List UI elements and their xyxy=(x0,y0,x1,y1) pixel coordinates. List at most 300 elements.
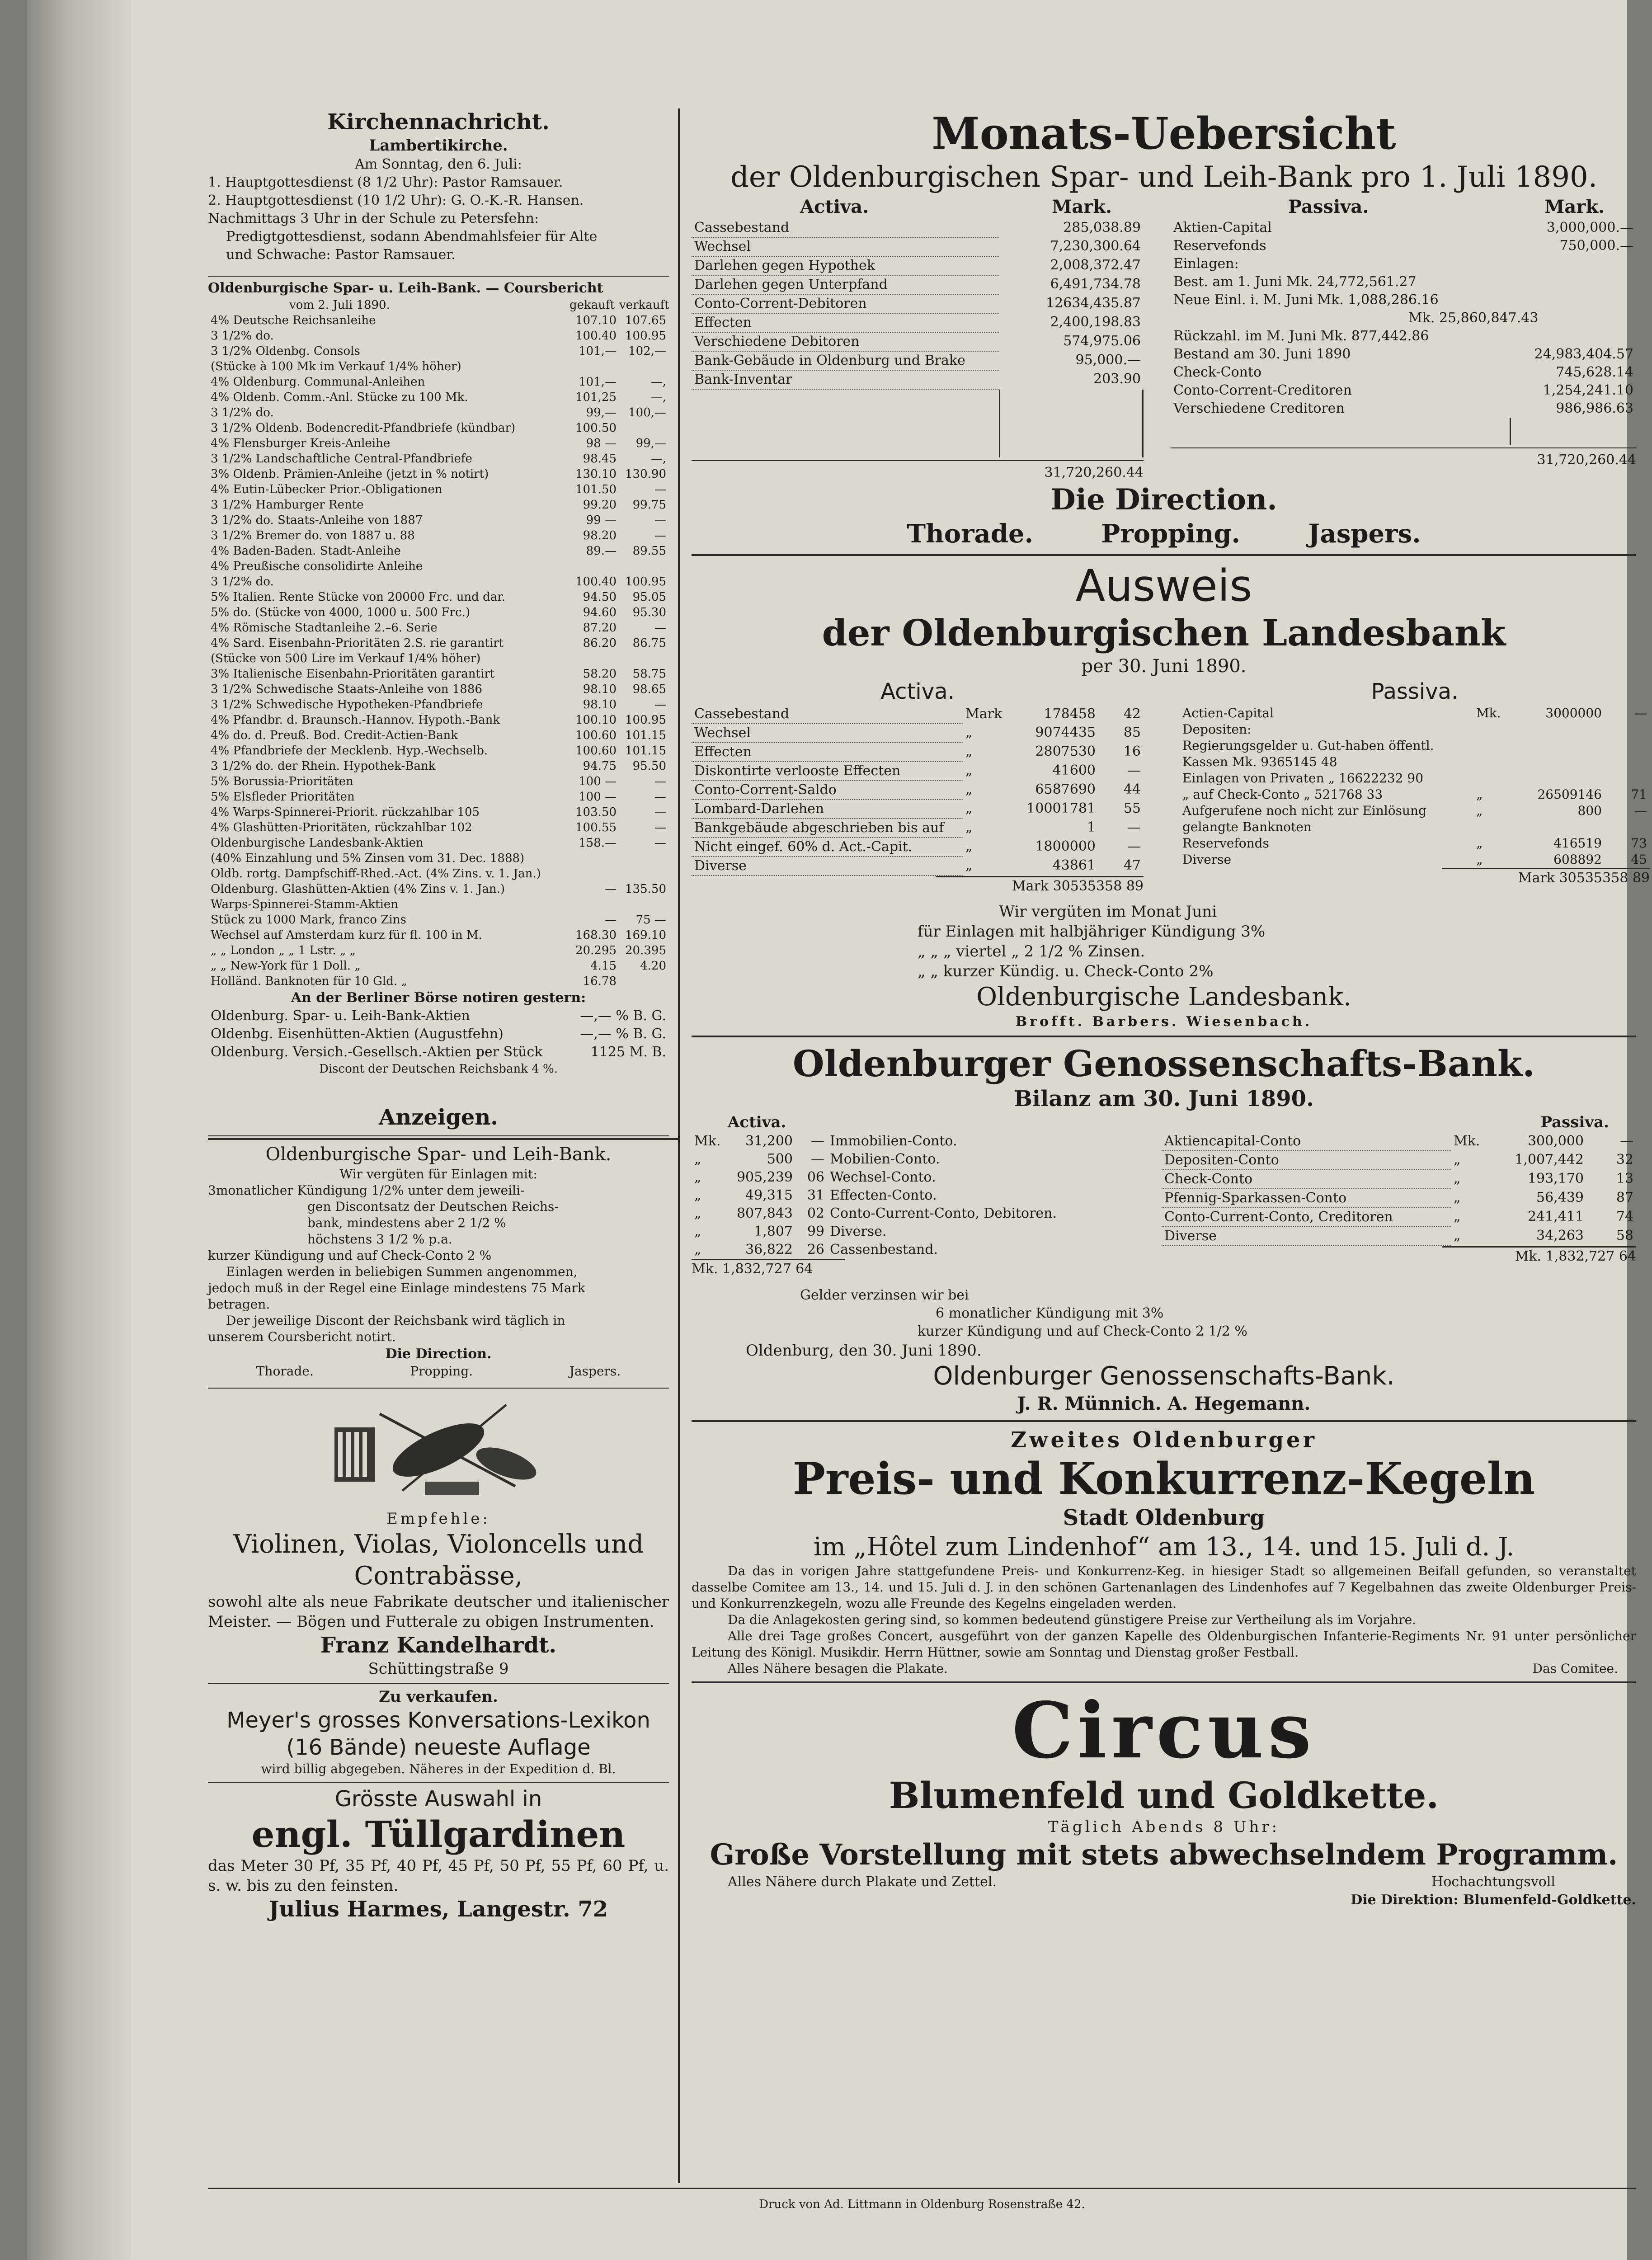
security-name: 5% Italien. Rente Stücke von 20000 Frc. und dar. xyxy=(211,590,506,604)
price-bought: 98 — xyxy=(586,437,617,450)
security-name: 4% Warps-Spinnerei-Priorit. rückzahlbar 105 xyxy=(211,805,480,819)
signature: Jaspers. xyxy=(569,1364,621,1379)
table-row xyxy=(1171,345,1636,363)
amount: 6587690 xyxy=(1035,782,1096,797)
currency: Mk. xyxy=(694,1133,721,1149)
bowling-signature: Das Comitee. xyxy=(1532,1661,1618,1676)
security-name: 4% Glashütten-Prioritäten, rückzahlbar 102 xyxy=(211,821,472,834)
table-row xyxy=(1171,381,1636,400)
pfennig: 71 xyxy=(1631,787,1647,802)
security-name: Stück zu 1000 Mark, franco Zins xyxy=(211,913,406,927)
table-row xyxy=(1171,309,1636,327)
table-row xyxy=(692,1223,1144,1241)
price-sold: — xyxy=(654,836,666,850)
price-bought xyxy=(569,559,619,574)
table-row xyxy=(692,724,1144,743)
pfennig: 02 xyxy=(807,1205,824,1221)
table-row xyxy=(1180,786,1650,803)
berlin-value: —,— % B. G. xyxy=(580,1026,666,1042)
security-name: Oldb. rortg. Dampfschiff-Rhed.-Act. (4% Zins. v. 1. Jan.) xyxy=(211,867,541,880)
table-row xyxy=(692,743,1144,762)
activa-item: Nicht eingef. 60% d. Act.-Capit. xyxy=(692,838,963,857)
table-row xyxy=(692,351,1144,370)
bowling-city: Stadt Oldenburg xyxy=(1063,1505,1265,1530)
security-name: 4% Römische Stadtanleihe 2.–6. Serie xyxy=(211,621,438,635)
table-row xyxy=(208,912,669,928)
savings-line: gen Discontsatz der Deutschen Reichs- xyxy=(307,1199,559,1214)
curtain-text: das Meter 30 Pf, 35 Pf, 40 Pf, 45 Pf, 50 Pf, 55 Pf, 60 Pf, u. s. w. bis zu den feinsten. xyxy=(208,1857,669,1895)
divider xyxy=(208,276,669,277)
music-ad xyxy=(208,1396,669,1679)
currency: „ xyxy=(694,1169,701,1185)
bowling-text: Alle drei Tage großes Concert, ausgeführt von der ganzen Kapelle des Oldenburgischen Infanterie-Regiments Nr. 91 unter persönlicher Leitung des Königl. Musikdir. Herrn Hüttner, sowie am Sonntag und Dienstag großer Festball. xyxy=(692,1629,1636,1660)
pfennig: — xyxy=(811,1151,824,1167)
currency: „ xyxy=(965,763,973,778)
price-sold: 102,— xyxy=(628,344,666,358)
security-name: 3 1/2% Bremer do. von 1887 u. 88 xyxy=(211,529,415,542)
amount: 49,315 xyxy=(745,1187,793,1203)
church-title: Kirchennachricht. xyxy=(327,109,550,135)
table-row xyxy=(692,332,1144,351)
passiva-item: Verschiedene Creditoren xyxy=(1173,400,1345,416)
price-bought: 4.15 xyxy=(590,959,617,973)
coop-signatures: J. R. Münnich. A. Hegemann. xyxy=(1017,1393,1311,1414)
price-bought: 103.50 xyxy=(575,805,617,819)
left-column xyxy=(208,108,669,1923)
security-name: 3 1/2% do. xyxy=(211,329,274,343)
table-row xyxy=(692,838,1144,857)
table-row xyxy=(692,275,1144,294)
pfennig: — xyxy=(1127,819,1141,835)
table-row xyxy=(208,805,669,820)
table-row xyxy=(208,574,669,589)
price-bought: 89.— xyxy=(586,544,617,558)
column-divider xyxy=(678,108,680,2183)
price-sold: 4.20 xyxy=(640,959,666,973)
amount: 10001781 xyxy=(1026,800,1096,816)
passiva-amount: 745,628.14 xyxy=(1556,364,1633,380)
passiva-amount: 1,254,241.10 xyxy=(1543,382,1633,398)
price-bought: 98.20 xyxy=(583,529,617,542)
account-name: Effecten-Conto. xyxy=(830,1187,937,1203)
amount: 241,411 xyxy=(1527,1209,1584,1224)
activa-item: Cassebestand xyxy=(692,219,999,237)
divider xyxy=(208,1683,669,1684)
bowling-title: Preis- und Konkurrenz-Kegeln xyxy=(792,1453,1535,1504)
account-name: Check-Conto xyxy=(1162,1170,1451,1189)
table-row xyxy=(1171,400,1636,418)
activa-item: Verschiedene Debitoren xyxy=(692,332,999,351)
sale-small: wird billig abgegeben. Näheres in der Expedition d. Bl. xyxy=(261,1761,616,1776)
currency xyxy=(1473,721,1514,738)
berlin-stock: Oldenburg. Spar- u. Leih-Bank-Aktien xyxy=(211,1008,470,1024)
price-bought: 99 — xyxy=(586,513,617,527)
table-row xyxy=(1171,255,1636,273)
table-row xyxy=(208,420,669,436)
passiva-subtotal xyxy=(1406,255,1510,273)
price-bought: 58.20 xyxy=(583,667,617,681)
table-row xyxy=(208,682,669,697)
church-line: 2. Hauptgottesdienst (10 1/2 Uhr): G. O.-K.-R. Hansen. xyxy=(208,193,584,208)
activa-amount: 12634,435.87 xyxy=(1046,295,1141,311)
bowling-venue: im „Hôtel zum Lindenhof“ am 13., 14. und 15. Juli d. J. xyxy=(813,1532,1515,1562)
music-text: sowohl alte als neue Fabrikate deutscher und italienischer Meister. — Bögen und Futterale zu obigen Instrumenten. xyxy=(208,1593,669,1631)
table-row xyxy=(208,958,669,974)
monthly-activa-label: Activa. xyxy=(800,196,869,217)
signature: Jaspers. xyxy=(1308,519,1421,549)
table-row xyxy=(208,620,669,636)
price-bought: 100.55 xyxy=(575,821,617,834)
pfennig: 47 xyxy=(1123,857,1141,873)
table-row xyxy=(208,482,669,497)
price-bought: 98.10 xyxy=(583,698,617,711)
passiva-subtotal xyxy=(1406,381,1510,400)
activa-amount: 2,008,372.47 xyxy=(1050,257,1141,273)
table-row xyxy=(692,313,1144,332)
table-row xyxy=(208,866,669,881)
table-row xyxy=(692,705,1144,724)
table-row xyxy=(1180,835,1650,852)
passiva-amount: 986,986.63 xyxy=(1556,400,1633,416)
price-sold: — xyxy=(654,805,666,819)
church-line: 1. Hauptgottesdienst (8 1/2 Uhr): Pastor Ramsauer. xyxy=(208,174,563,190)
amount: 34,263 xyxy=(1536,1228,1584,1243)
price-sold: 100.95 xyxy=(625,329,666,343)
passiva-amount: 3,000,000.— xyxy=(1546,220,1633,235)
account-name: Diverse. xyxy=(830,1224,887,1239)
savings-line: Der jeweilige Discont der Reichsbank wird täglich in xyxy=(226,1313,565,1328)
savings-line: Wir vergüten für Einlagen mit: xyxy=(339,1167,537,1182)
coop-activa-table xyxy=(692,1132,1144,1259)
monthly-subtitle: der Oldenburgischen Spar- und Leih-Bank pro 1. Juli 1890. xyxy=(730,160,1598,194)
passiva-item xyxy=(1171,309,1406,327)
table-row xyxy=(208,835,669,851)
violin-accordion-icon xyxy=(325,1396,551,1500)
music-address: Schüttingstraße 9 xyxy=(368,1660,509,1678)
table-row xyxy=(208,1025,669,1043)
passiva-item: Diverse xyxy=(1182,852,1232,867)
statement-passiva-total: Mark 30535358 89 xyxy=(1442,868,1650,887)
table-row xyxy=(692,256,1144,275)
security-name: Wechsel auf Amsterdam kurz für fl. 100 in M. xyxy=(211,928,482,942)
account-name: Mobilien-Conto. xyxy=(830,1151,940,1167)
interest-line: Gelder verzinsen wir bei xyxy=(800,1287,969,1303)
price-bought: 101,— xyxy=(579,375,617,389)
amount: 1800000 xyxy=(1035,838,1096,854)
activa-amount: 285,038.89 xyxy=(1063,220,1141,235)
table-row xyxy=(208,528,669,543)
price-sold: 130.90 xyxy=(625,467,666,481)
security-name: 3 1/2% do. xyxy=(211,575,274,589)
passiva-item: Aktien-Capital xyxy=(1173,220,1272,235)
signature: Propping. xyxy=(410,1364,473,1379)
church-line: Nachmittags 3 Uhr in der Schule zu Petersfehn: xyxy=(208,211,539,226)
passiva-item: Neue Einl. i. M. Juni Mk. 1,088,286.16 xyxy=(1173,292,1439,308)
statement-date: per 30. Juni 1890. xyxy=(1081,656,1247,677)
currency: Mark xyxy=(965,706,1002,722)
passiva-item: Rückzahl. im M. Juni Mk. 877,442.86 xyxy=(1173,328,1429,344)
currency: Mk. xyxy=(1454,1133,1480,1149)
table-row xyxy=(692,1150,1144,1168)
divider xyxy=(692,1036,1636,1037)
currency: „ xyxy=(965,782,973,797)
price-bought: 99.20 xyxy=(583,498,617,512)
passiva-item: Reservefonds xyxy=(1173,238,1266,254)
account-name: Pfennig-Sparkassen-Conto xyxy=(1162,1189,1451,1208)
divider xyxy=(692,554,1636,556)
security-name: 4% Pfandbriefe der Mecklenb. Hyp.-Wechselb. xyxy=(211,744,488,758)
table-row xyxy=(208,928,669,943)
coop-title: Oldenburger Genossenschafts-Bank. xyxy=(792,1042,1535,1085)
table-row xyxy=(1162,1132,1636,1151)
account-name: Cassenbestand. xyxy=(830,1242,938,1257)
security-name: 4% Pfandbr. d. Braunsch.-Hannov. Hypoth.-Bank xyxy=(211,713,500,727)
table-row xyxy=(692,762,1144,781)
price-sold: — xyxy=(654,821,666,834)
bowling-text: Alles Nähere besagen die Plakate. xyxy=(728,1661,948,1676)
berlin-title: An der Berliner Börse notiren gestern: xyxy=(291,990,586,1006)
church-date: Am Sonntag, den 6. Juli: xyxy=(355,156,522,172)
monthly-activa-total: 31,720,260.44 xyxy=(1044,465,1144,480)
circus-name: Blumenfeld und Goldkette. xyxy=(889,1774,1439,1817)
table-row xyxy=(1171,291,1636,309)
passiva-item: Conto-Corrent-Creditoren xyxy=(1173,382,1352,398)
price-sold xyxy=(619,897,669,912)
bowling-text: Da die Anlagekosten gering sind, so kommen bedeutend günstigere Preise zur Vertheilung als im Vorjahre. xyxy=(728,1612,1417,1627)
pfennig: — xyxy=(1634,803,1647,818)
savings-line: höchstens 3 1/2 % p.a. xyxy=(307,1232,452,1247)
price-bought: 158.— xyxy=(579,836,617,850)
amount: 608892 xyxy=(1553,852,1602,867)
price-bought: 98.45 xyxy=(583,452,617,466)
table-row xyxy=(1162,1227,1636,1246)
table-row xyxy=(1162,1189,1636,1208)
currency: „ xyxy=(1476,852,1483,867)
berlin-value: —,— % B. G. xyxy=(580,1008,666,1024)
pfennig: 85 xyxy=(1123,725,1141,740)
table-row xyxy=(1171,273,1636,291)
currency: „ xyxy=(965,838,973,854)
passiva-amount: 750,000.— xyxy=(1559,238,1633,254)
table-row xyxy=(692,819,1144,838)
curtain-intro: Grösste Auswahl in xyxy=(334,1786,542,1812)
price-bought: 86.20 xyxy=(583,636,617,650)
table-row xyxy=(208,589,669,605)
table-row xyxy=(208,359,669,374)
price-sold: — xyxy=(654,621,666,635)
pfennig: 74 xyxy=(1616,1209,1633,1224)
price-sold xyxy=(619,651,669,666)
activa-item: Effecten xyxy=(692,313,999,332)
monthly-overview xyxy=(692,108,1636,550)
statement-activa xyxy=(692,678,1144,895)
divider xyxy=(208,1782,669,1783)
activa-item: Bankgebäude abgeschrieben bis auf xyxy=(692,819,963,838)
right-column xyxy=(692,108,1650,1909)
currency: „ xyxy=(965,857,973,873)
currency: „ xyxy=(694,1205,701,1221)
currency: „ xyxy=(694,1242,701,1257)
currency xyxy=(1473,770,1514,786)
currency: „ xyxy=(1454,1171,1461,1186)
pfennig: — xyxy=(1634,706,1647,720)
security-name: 4% Flensburger Kreis-Anleihe xyxy=(211,437,391,450)
statement-passiva xyxy=(1180,678,1650,895)
statement-passiva-label: Passiva. xyxy=(1371,679,1459,704)
table-row xyxy=(208,789,669,805)
price-sold: 20.395 xyxy=(625,944,666,957)
sale-main: Meyer's grosses Konversations-Lexikon (16 Bände) neueste Auflage xyxy=(226,1708,650,1760)
amount xyxy=(1514,770,1605,786)
church-line: und Schwache: Pastor Ramsauer. xyxy=(226,247,456,263)
security-name: 3 1/2% do. xyxy=(211,406,274,419)
table-row xyxy=(692,781,1144,800)
ads-title: Anzeigen. xyxy=(379,1105,498,1130)
price-sold: 100.95 xyxy=(625,575,666,589)
activa-item: Diskontirte verlooste Effecten xyxy=(692,762,963,781)
security-name: 3 1/2% do. Staats-Anleihe von 1887 xyxy=(211,513,423,527)
monthly-passiva xyxy=(1171,195,1636,482)
music-intro: Empfehle: xyxy=(386,1510,490,1528)
statement-title: Ausweis xyxy=(1075,560,1252,611)
passiva-item: Regierungsgelder u. Gut-haben öffentl. Kassen Mk. 9365145 48 xyxy=(1182,738,1434,769)
passiva-amount xyxy=(1510,273,1636,291)
pfennig: 45 xyxy=(1631,852,1647,867)
berlin-stock: Oldenbg. Eisenhütten-Aktien (Augustfehn) xyxy=(211,1026,504,1042)
currency: „ xyxy=(1454,1228,1461,1243)
activa-amount: 95,000.— xyxy=(1075,352,1141,368)
price-sold: 101.15 xyxy=(625,744,666,758)
passiva-item: „ auf Check-Conto „ 521768 33 xyxy=(1182,787,1383,802)
price-bought: 101,25 xyxy=(575,391,617,404)
amount: 1,007,442 xyxy=(1515,1152,1584,1168)
currency: „ xyxy=(965,800,973,816)
table-row xyxy=(208,436,669,451)
monthly-passiva-total: 31,720,260.44 xyxy=(1537,452,1636,468)
activa-item: Diverse xyxy=(692,857,963,876)
price-sold: 99.75 xyxy=(632,498,666,512)
account-name: Depositen-Conto xyxy=(1162,1151,1451,1170)
security-name: 3% Italienische Eisenbahn-Prioritäten garantirt xyxy=(211,667,495,681)
amount: 905,239 xyxy=(736,1169,793,1185)
table-row xyxy=(208,466,669,482)
price-bought xyxy=(569,851,619,866)
table-row xyxy=(692,1168,1144,1186)
table-row xyxy=(208,405,669,420)
activa-amount: 203.90 xyxy=(1093,371,1141,387)
table-row xyxy=(692,237,1144,256)
pfennig: 99 xyxy=(807,1224,824,1239)
coop-activa-label: Activa. xyxy=(728,1113,786,1131)
passiva-amount xyxy=(1510,291,1636,309)
circus-ad xyxy=(692,1688,1636,1909)
passiva-subtotal: Mk. 25,860,847.43 xyxy=(1408,310,1539,326)
table-row xyxy=(1171,237,1636,255)
statement-activa-total: Mark 30535358 89 xyxy=(936,876,1144,895)
coop-passiva-table xyxy=(1162,1132,1636,1246)
activa-amount: 2,400,198.83 xyxy=(1050,314,1141,330)
pfennig: 13 xyxy=(1616,1171,1633,1186)
amount: 178458 xyxy=(1044,706,1096,722)
course-date: vom 2. Juli 1890. xyxy=(289,298,390,312)
table-row xyxy=(1180,721,1650,738)
table-row xyxy=(692,857,1144,876)
table-row xyxy=(208,543,669,559)
table-row xyxy=(208,636,669,651)
security-name: (40% Einzahlung und 5% Zinsen vom 31. Dec. 1888) xyxy=(211,852,525,865)
amount: 9074435 xyxy=(1035,725,1096,740)
berlin-value: 1125 M. B. xyxy=(590,1044,666,1060)
table-row xyxy=(208,774,669,789)
passiva-amount xyxy=(1510,327,1636,345)
passiva-subtotal xyxy=(1406,363,1510,381)
table-row xyxy=(208,666,669,682)
curtain-dealer: Julius Harmes, Langestr. 72 xyxy=(268,1897,608,1922)
pfennig: 87 xyxy=(1616,1190,1633,1205)
security-name: 4% Oldenburg. Communal-Anleihen xyxy=(211,375,425,389)
price-bought: 100 — xyxy=(579,775,617,788)
price-bought: 100 — xyxy=(579,790,617,804)
bowling-text: Da das in vorigen Jahre stattgefundene Preis- und Konkurrenz-Keg. in hiesiger Stadt so allgemeinen Beifall gefunden, so veranstaltet dasselbe Comitee am 13., 14. und 15. Juli d. J. in den schönen Gartenanlagen des Lindenhofes auf 7 Kegelbahnen das zweite Oldenburger Preis- und Konkurrenzkegeln, wozu alle Freunde des Kegelns eingeladen werden. xyxy=(692,1563,1636,1611)
coop-passiva xyxy=(1162,1112,1636,1278)
table-row xyxy=(208,743,669,758)
price-bought xyxy=(569,359,619,374)
price-sold: 99,— xyxy=(635,437,666,450)
passiva-item: Depositen: xyxy=(1182,722,1252,737)
security-name: 4% Sard. Eisenbahn-Prioritäten 2.S. rie garantirt xyxy=(211,636,504,650)
security-name: 4% Eutin-Lübecker Prior.-Obligationen xyxy=(211,483,442,496)
signature: Thorade. xyxy=(907,519,1034,549)
price-bought: 107.10 xyxy=(575,314,617,327)
coop-balance: Bilanz am 30. Juni 1890. xyxy=(1014,1086,1314,1111)
security-name: 4% Baden-Baden. Stadt-Anleihe xyxy=(211,544,401,558)
price-sold: 100,— xyxy=(628,406,666,419)
table-row xyxy=(208,374,669,390)
amount: 800 xyxy=(1577,803,1602,818)
music-dealer: Franz Kandelhardt. xyxy=(320,1633,557,1658)
pfennig: 31 xyxy=(807,1187,824,1203)
price-bought: 16.78 xyxy=(583,975,617,988)
price-bought: 100.10 xyxy=(575,713,617,727)
price-sold: 58.75 xyxy=(632,667,666,681)
passiva-subtotal xyxy=(1406,400,1510,418)
circus-show: Große Vorstellung mit stets abwechselndem Programm. xyxy=(710,1838,1618,1872)
circus-title: Circus xyxy=(1012,1686,1316,1776)
currency: „ xyxy=(965,744,973,759)
security-name: 5% Elsfleder Prioritäten xyxy=(211,790,355,804)
activa-amount: 574,975.06 xyxy=(1063,333,1141,349)
table-row xyxy=(1180,705,1650,721)
table-row xyxy=(1180,803,1650,835)
table-row xyxy=(208,697,669,712)
security-name: Oldenburg. Glashütten-Aktien (4% Zins v. 1. Jan.) xyxy=(211,882,505,896)
price-bought: 87.20 xyxy=(583,621,617,635)
currency: „ xyxy=(965,819,973,835)
table-row xyxy=(208,390,669,405)
cooperative-bank xyxy=(692,1042,1636,1416)
price-sold: 75 — xyxy=(635,913,666,927)
currency: „ xyxy=(1454,1209,1461,1224)
security-name: 3 1/2% do. der Rhein. Hypothek-Bank xyxy=(211,759,436,773)
price-sold: — xyxy=(654,529,666,542)
activa-amount: 7,230,300.64 xyxy=(1050,238,1141,254)
pfennig: 26 xyxy=(807,1242,824,1257)
amount xyxy=(1514,738,1605,770)
price-sold: 89.55 xyxy=(632,544,666,558)
security-name: 3% Oldenb. Prämien-Anleihe (jetzt in % notirt) xyxy=(211,467,489,481)
newspaper-page xyxy=(27,0,1650,2260)
pfennig: 16 xyxy=(1123,744,1141,759)
